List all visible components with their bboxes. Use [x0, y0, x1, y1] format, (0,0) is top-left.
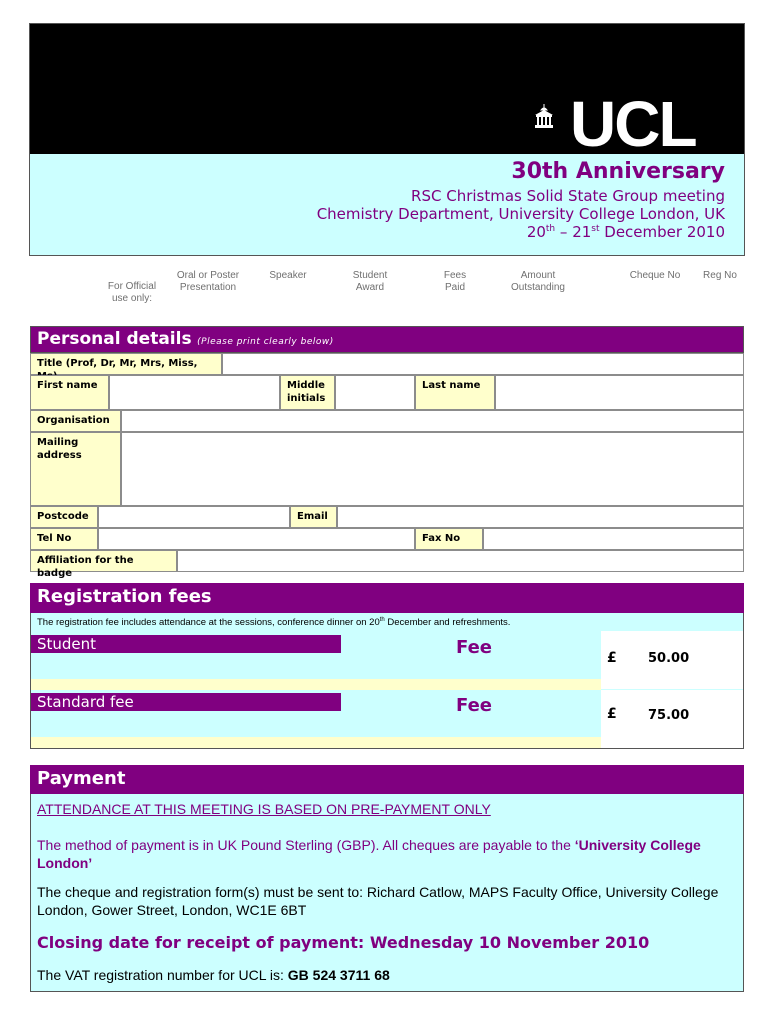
meeting-dates: 20th – 21st December 2010 — [526, 223, 725, 241]
registration-fees-heading: Registration fees — [30, 583, 744, 613]
organisation-label: Organisation — [30, 410, 121, 432]
middle-initials-label: Middle initials — [280, 375, 335, 410]
official-col-reg-no: Reg No — [703, 270, 737, 281]
tel-label: Tel No — [30, 528, 98, 550]
organisation-field[interactable] — [121, 410, 744, 432]
fax-field[interactable] — [483, 528, 744, 550]
send-address-text: The cheque and registration form(s) must be sent to: Richard Catlow, MAPS Faculty Office, University College London, Gower Street, London, WC1E 6BT — [37, 884, 719, 918]
tel-field[interactable] — [98, 528, 415, 550]
middle-initials-field[interactable] — [335, 375, 415, 410]
last-name-label: Last name — [415, 375, 495, 410]
email-label: Email — [290, 506, 337, 528]
anniversary-title: 30th Anniversary — [511, 159, 725, 184]
personal-details-heading: Personal details — [37, 329, 192, 349]
fee-divider-strip — [31, 737, 601, 748]
official-col-fees-paid: Fees Paid — [443, 270, 467, 293]
postcode-label: Postcode — [30, 506, 98, 528]
vat-text: The VAT registration number for UCL is: GB 524 3711 68 — [37, 967, 390, 983]
prepayment-notice: ATTENDANCE AT THIS MEETING IS BASED ON PRE-PAYMENT ONLY — [37, 801, 491, 817]
student-fee-label: Student — [31, 635, 341, 653]
official-col-presentation: Oral or Poster Presentation — [176, 270, 240, 293]
email-field[interactable] — [337, 506, 744, 528]
first-name-label: First name — [30, 375, 109, 410]
personal-details-note: (Please print clearly below) — [197, 337, 334, 347]
official-use-label: For Official use only: — [107, 281, 157, 304]
first-name-field[interactable] — [109, 375, 280, 410]
standard-fee-currency: £ — [607, 706, 617, 722]
affiliation-field[interactable] — [177, 550, 744, 572]
portico-icon — [534, 104, 554, 128]
title-field[interactable] — [222, 353, 744, 375]
personal-details-header — [30, 326, 744, 353]
ucl-logo-text: UCL — [570, 88, 696, 160]
student-fee-word: Fee — [456, 637, 492, 658]
affiliation-label: Affiliation for the badge — [30, 550, 177, 572]
vat-number: GB 524 3711 68 — [287, 967, 390, 983]
last-name-field[interactable] — [495, 375, 744, 410]
fax-label: Fax No — [415, 528, 483, 550]
closing-date-text: Closing date for receipt of payment: Wednesday 10 November 2010 — [37, 933, 650, 952]
title-label: Title (Prof, Dr, Mr, Mrs, Miss, — [30, 353, 222, 375]
standard-fee-word: Fee — [456, 695, 492, 716]
official-col-cheque-no: Cheque No — [629, 270, 681, 281]
official-col-speaker: Speaker — [269, 270, 307, 281]
student-fee-amount: 50.00 — [648, 651, 690, 666]
official-col-amount-outstanding: Amount Outstanding — [511, 270, 565, 293]
official-col-student-award: Student Award — [352, 270, 388, 293]
meeting-venue: Chemistry Department, University College London, UK — [316, 205, 725, 223]
standard-fee-label: Standard fee — [31, 693, 341, 711]
mailing-address-field[interactable] — [121, 432, 744, 506]
postcode-field[interactable] — [98, 506, 290, 528]
mailing-address-label: Mailing address — [30, 432, 121, 506]
fee-divider-strip — [31, 679, 601, 690]
standard-fee-amount: 75.00 — [648, 708, 690, 723]
meeting-title: RSC Christmas Solid State Group meeting — [411, 187, 725, 205]
payment-heading: Payment — [30, 765, 744, 794]
payment-method-text: The method of payment is in UK Pound Sterling (GBP). All cheques are payable to the ‘University College London’ — [37, 837, 701, 871]
student-fee-currency: £ — [607, 650, 617, 666]
registration-fees-note: The registration fee includes attendance at the sessions, conference dinner on 20th December and refreshments. — [37, 617, 511, 629]
